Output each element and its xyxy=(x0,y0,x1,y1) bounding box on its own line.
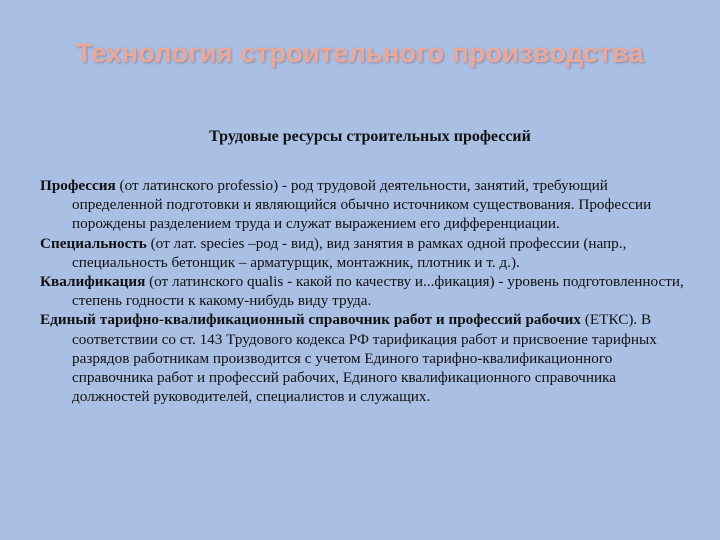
definition-etks xyxy=(40,310,695,406)
definition-term: Квалификация xyxy=(40,273,146,291)
definition-profession xyxy=(40,176,695,234)
definitions-list xyxy=(40,176,695,406)
slide-title: Технология строительного производства xyxy=(76,38,644,68)
definition-qualification xyxy=(40,272,695,310)
definition-term: Специальность xyxy=(40,234,147,252)
slide-subtitle: Трудовые ресурсы строительных профессий xyxy=(209,128,531,145)
definition-text: (от латинского qualis - какой по качеству и...фикация) - уровень подготовленности, степень годности к какому-нибудь виду труда. xyxy=(72,273,684,310)
definition-term: Профессия xyxy=(40,177,116,194)
definition-text: (ЕТКС). В соответствии со ст. 143 Трудового кодекса РФ тарификация работ и присвоение тарифных разрядов работникам производится с учетом Единого тарифно-квалификационного справочника работ и профессий рабочих, Единого квалификационного справочника должностей руководителей, специалистов и служащих. xyxy=(72,311,657,406)
definition-text: (от лат. species –род - вид), вид занятия в рамках одной профессии (напр., специальность бетонщик – арматурщик, монтажник, плотник и т. д.). xyxy=(72,234,627,271)
definition-text: (от латинского professio) - род трудовой деятельности, занятий, требующий определенной подготовки и являющийся обычно источником существования. Профессии порождены разделением труда и служат выражением его дифференциации. xyxy=(72,177,652,233)
definition-specialty xyxy=(40,234,695,272)
definition-term: Единый тарифно-квалификационный справочник работ и профессий рабочих xyxy=(40,311,582,329)
